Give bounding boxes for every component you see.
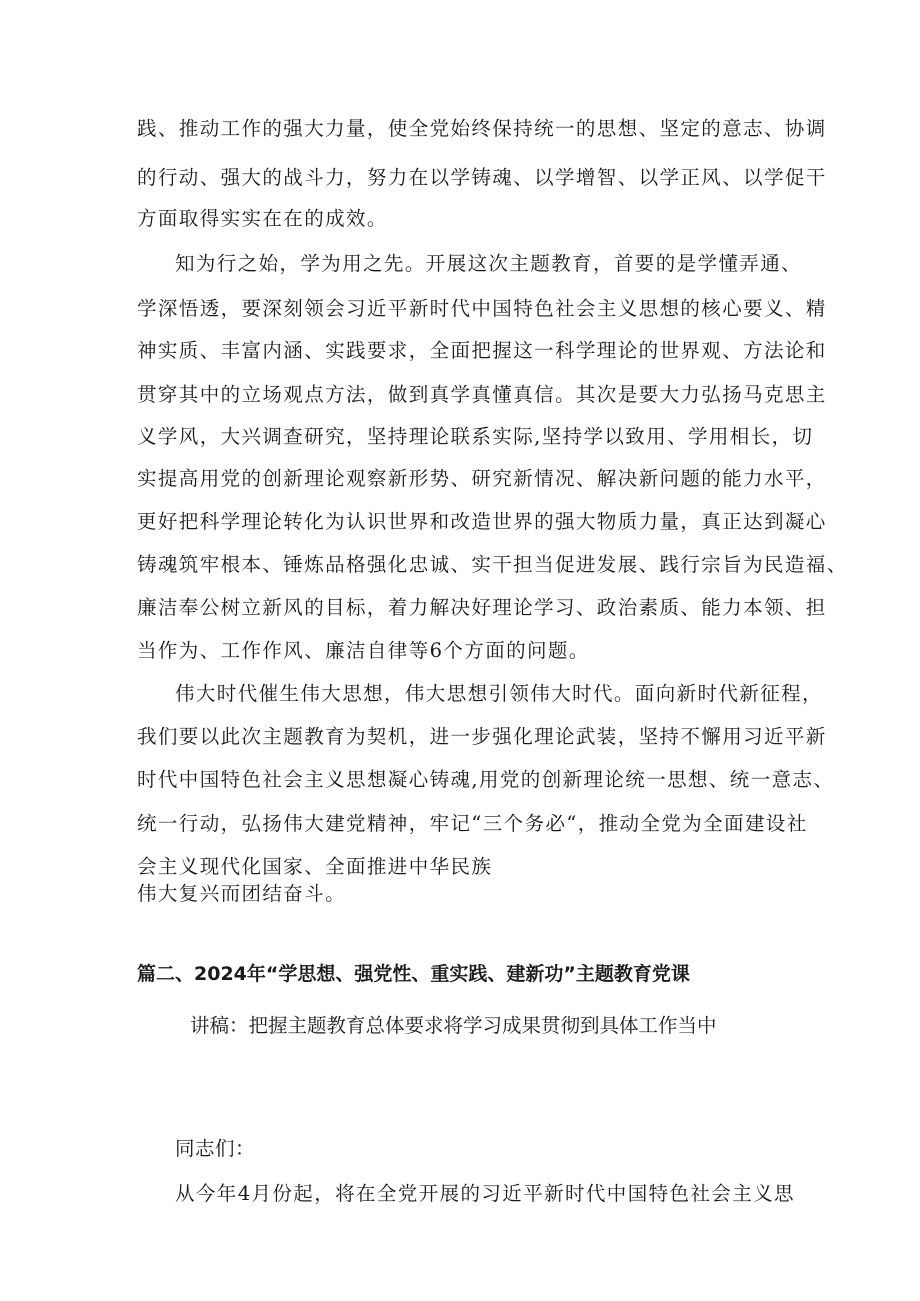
salutation: 同志们： <box>175 1137 256 1160</box>
paragraph-line: 时代中国特色社会主义思想凝心铸魂,用党的创新理论统一思想、统一意志、 <box>137 768 835 791</box>
paragraph-line: 伟大复兴而团结奋斗。 <box>137 882 347 905</box>
paragraph-line: 我们要以此次主题教育为契机，进一步强化理论武装，坚持不懈用习近平新 <box>137 725 827 748</box>
paragraph-line: 方面取得实实在在的成效。 <box>137 207 388 230</box>
paragraph-line: 廉洁奉公树立新风的目标，着力解决好理论学习、政治素质、能力本领、担 <box>137 596 827 619</box>
paragraph-line: 铸魂筑牢根本、锤炼品格强化忠诚、实干担当促进发展、践行宗旨为民造福、 <box>137 553 848 576</box>
paragraph-line: 神实质、丰富内涵、实践要求，全面把握这一科学理论的世界观、方法论和 <box>137 339 827 362</box>
paragraph-line: 义学风，大兴调查研究，坚持理论联系实际,坚持学以致用、学用相长，切 <box>137 425 814 448</box>
paragraph-line: 实提高用党的创新理论观察新形势、研究新情况、解决新问题的能力水平， <box>137 467 827 490</box>
paragraph-line: 践、推动工作的强大力量，使全党始终保持统一的思想、坚定的意志、协调 <box>137 117 827 140</box>
paragraph-line: 知为行之始，学为用之先。开展这次主题教育，首要的是学懂弄通、 <box>175 252 803 275</box>
paragraph-line: 更好把科学理论转化为认识世界和改造世界的强大物质力量，真正达到凝心 <box>137 510 827 533</box>
section-title: 篇二、2024年“学思想、强党性、重实践、建新功”主题教育党课 <box>137 963 690 985</box>
paragraph-line: 会主义现代化国家、全面推进中华民族 <box>137 855 493 878</box>
paragraph-line: 贯穿其中的立场观点方法，做到真学真懂真信。其次是要大力弘扬马克思主 <box>137 383 827 406</box>
paragraph-line: 从今年4月份起，将在全党开展的习近平新时代中国特色社会主义思 <box>175 1182 795 1205</box>
paragraph-line: 伟大时代催生伟大思想，伟大思想引领伟大时代。面向新时代新征程， <box>175 682 823 705</box>
section-subtitle: 讲稿：把握主题教育总体要求将学习成果贯彻到具体工作当中 <box>190 1014 717 1037</box>
paragraph-line: 统一行动，弘扬伟大建党精神，牢记“三个务必“，推动全党为全面建设社 <box>137 812 808 835</box>
paragraph-line: 当作为、工作作风、廉洁自律等6个方面的问题。 <box>137 639 590 662</box>
paragraph-line: 的行动、强大的战斗力，努力在以学铸魂、以学增智、以学正风、以学促干 <box>137 166 827 189</box>
paragraph-line: 学深悟透，要深刻领会习近平新时代中国特色社会主义思想的核心要义、精 <box>137 297 827 320</box>
